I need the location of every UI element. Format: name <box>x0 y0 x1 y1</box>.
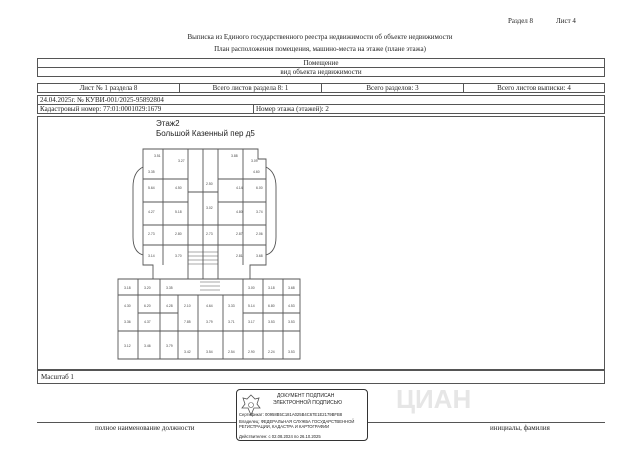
stamp-owner: Владелец: ФЕДЕРАЛЬНАЯ СЛУЖБА ГОСУДАРСТВЕННОЙ РЕГИСТРАЦИИ, КАДАСТРА И КАРТОГРАФИИ <box>239 419 355 429</box>
room-label: 5.64 <box>148 186 155 190</box>
room-label: 4.80 <box>236 210 243 214</box>
object-type: вид объекта недвижимости <box>280 68 362 76</box>
signature-stamp <box>236 389 368 441</box>
room-label: 3.53 <box>268 320 275 324</box>
cadastral-number: Кадастровый номер: 77:01:0001029:1679 <box>38 105 254 113</box>
room-label: 2.81 <box>236 254 243 258</box>
address-label: Большой Казенный пер д5 <box>156 129 255 138</box>
room-label: 4.64 <box>206 304 213 308</box>
total-sections: Всего разделов: 3 <box>322 84 464 92</box>
floor-plan-drawing <box>38 117 604 369</box>
scale-row <box>37 370 605 384</box>
room-label: 3.74 <box>256 210 263 214</box>
room-label: 2.80 <box>175 232 182 236</box>
room-label: 3.53 <box>288 320 295 324</box>
sheet-info: Лист № 1 раздела 8 <box>38 84 180 92</box>
room-label: 2.24 <box>268 350 275 354</box>
room-label: 3.09 <box>251 159 258 163</box>
room-label: 6.20 <box>144 304 151 308</box>
room-label: 3.51 <box>154 154 161 158</box>
room-label: 2.50 <box>206 182 213 186</box>
room-label: 3.35 <box>166 286 173 290</box>
room-label: 6.00 <box>256 186 263 190</box>
object-title: Помещение <box>303 59 339 67</box>
room-label: 3.02 <box>206 206 213 210</box>
name-label: инициалы, фамилия <box>490 424 550 432</box>
object-type-row <box>37 67 605 77</box>
room-label: 3.18 <box>124 286 131 290</box>
room-label: 2.10 <box>184 304 191 308</box>
room-label: 2.73 <box>148 232 155 236</box>
stamp-validity: Действителен: с 02.08.2024 по 26.10.2025 <box>239 434 321 439</box>
room-label: 3.00 <box>248 286 255 290</box>
scale-label: Масштаб 1 <box>41 373 74 381</box>
room-label: 3.70 <box>175 254 182 258</box>
room-label: 3.14 <box>148 254 155 258</box>
room-label: 5.18 <box>175 210 182 214</box>
room-label: 5.14 <box>248 304 255 308</box>
room-label: 4.37 <box>144 320 151 324</box>
room-label: 3.54 <box>206 350 213 354</box>
room-label: 2.87 <box>236 232 243 236</box>
sheets-row <box>37 83 605 93</box>
room-label: 3.88 <box>231 154 238 158</box>
room-label: 3.27 <box>178 159 185 163</box>
room-label: 2.06 <box>256 232 263 236</box>
date-number: 24.04.2025г. № КУВИ-001/2025-95892804 <box>40 96 164 104</box>
room-label: 2.90 <box>248 350 255 354</box>
room-label: 2.54 <box>228 350 235 354</box>
stamp-title: ДОКУМЕНТ ПОДПИСАН <box>277 393 335 399</box>
room-label: 4.53 <box>288 304 295 308</box>
room-label: 3.46 <box>144 344 151 348</box>
sheet-label: Лист 4 <box>556 17 576 25</box>
floor-plan-frame <box>37 116 605 370</box>
stamp-subtitle: ЭЛЕКТРОННОЙ ПОДПИСЬЮ <box>273 400 343 406</box>
room-label: 4.50 <box>175 186 182 190</box>
room-label: 6.80 <box>268 304 275 308</box>
document-title: Выписка из Единого государственного реестра недвижимости об объекте недвижимости <box>187 33 453 41</box>
room-label: 4.30 <box>124 304 131 308</box>
room-label: 3.33 <box>228 304 235 308</box>
room-label: 3.68 <box>288 286 295 290</box>
room-label: 3.18 <box>268 286 275 290</box>
room-label: 2.73 <box>206 232 213 236</box>
total-sheets-extract: Всего листов выписки: 4 <box>497 84 571 92</box>
room-label: 3.79 <box>166 344 173 348</box>
room-label: 4.60 <box>253 170 260 174</box>
room-label: 3.68 <box>256 254 263 258</box>
room-label: 3.71 <box>228 320 235 324</box>
room-label: 3.35 <box>148 170 155 174</box>
room-label: 4.28 <box>166 304 173 308</box>
section-label: Раздел 8 <box>508 17 534 25</box>
room-label: 3.12 <box>124 344 131 348</box>
position-label: полное наименование должности <box>95 424 195 432</box>
room-label: 3.17 <box>248 320 255 324</box>
total-sheets-section: Всего листов раздела 8: 1 <box>180 84 322 92</box>
plan-title: План расположения помещения, машино-места на этаже (плане этажа) <box>214 45 426 53</box>
watermark: ЦИАН <box>396 384 472 414</box>
room-label: 4.27 <box>148 210 155 214</box>
room-label: 3.79 <box>206 320 213 324</box>
cadastral-row <box>37 104 605 114</box>
room-label: 3.36 <box>124 320 131 324</box>
stamp-certificate: Сертификат: 00958B5C181A025B4C67E1E2179BFB8 <box>239 412 343 417</box>
floor-number: Номер этажа (этажей): 2 <box>256 105 329 113</box>
room-label: 3.20 <box>144 286 151 290</box>
room-label: 7.85 <box>184 320 191 324</box>
room-label: 3.53 <box>288 350 295 354</box>
room-label: 4.14 <box>236 186 243 190</box>
floor-label: Этаж2 <box>156 119 180 128</box>
room-label: 3.42 <box>184 350 191 354</box>
